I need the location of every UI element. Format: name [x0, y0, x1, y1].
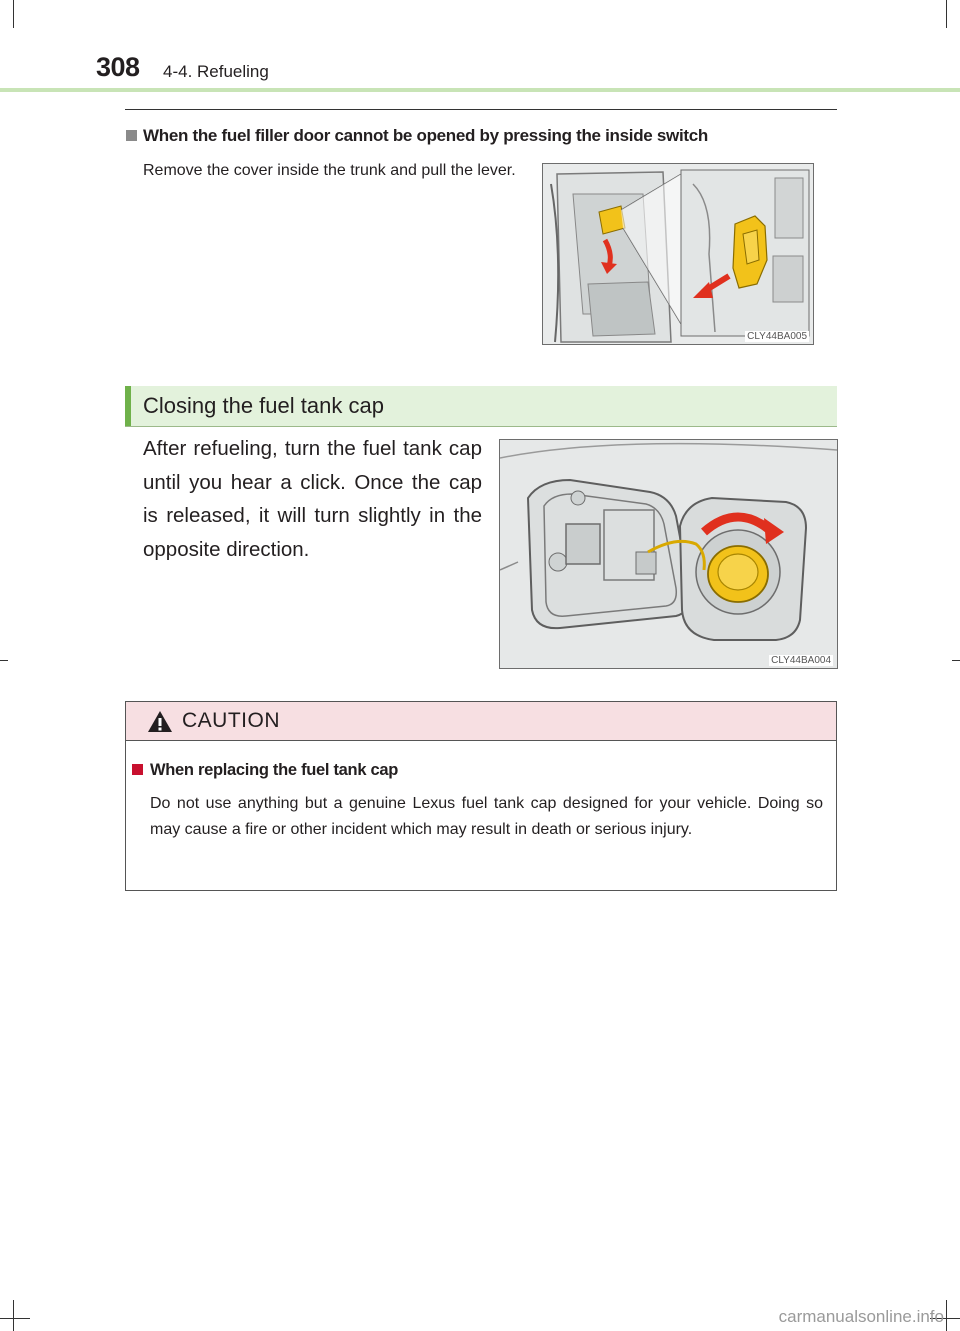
figure-code: CLY44BA004 [771, 655, 831, 666]
section-heading: Closing the fuel tank cap [143, 393, 384, 418]
section-header-bar [125, 386, 837, 427]
fuel-cap-illustration [500, 440, 837, 668]
crop-mark [13, 1300, 14, 1331]
bullet-square-icon [132, 764, 143, 775]
watermark: carmanualsonline.info [778, 1307, 944, 1326]
subsection-heading-text: When the fuel filler door cannot be opened by pressing the inside switch [143, 126, 708, 145]
crop-mark [13, 0, 14, 28]
crop-mark [946, 0, 947, 28]
caution-subheading [132, 761, 398, 780]
bullet-square-icon [126, 130, 137, 141]
crop-mark [0, 1318, 30, 1319]
subsection-body: Remove the cover inside the trunk and pull the lever. [143, 162, 516, 179]
divider [125, 109, 837, 110]
crop-mark [946, 1300, 947, 1331]
figure-code: CLY44BA005 [747, 331, 807, 342]
trunk-lever-illustration [543, 164, 813, 344]
subsection-heading [126, 126, 708, 146]
header-rule [0, 88, 960, 92]
caution-subheading-text: When replacing the fuel tank cap [150, 761, 399, 779]
header-accent [125, 386, 131, 426]
crop-mark [0, 660, 8, 661]
fuel-cap-figure [499, 439, 838, 669]
page-number: 308 [96, 52, 140, 82]
trunk-lever-figure [542, 163, 814, 345]
caution-label: CAUTION [182, 709, 280, 732]
crop-mark [952, 660, 960, 661]
caution-body: Do not use anything but a genuine Lexus fuel tank cap designed for your vehicle. Doing so may cause a fire or other incident which may result in death or serious injury. [150, 795, 823, 838]
section-title: 4-4. Refueling [163, 62, 269, 81]
caution-box [125, 701, 837, 891]
section-body: After refueling, turn the fuel tank cap until you hear a click. Once the cap is released, it will turn slightly in the opposite direction. [143, 437, 482, 561]
caution-header [126, 702, 836, 741]
warning-triangle-icon [147, 710, 173, 733]
